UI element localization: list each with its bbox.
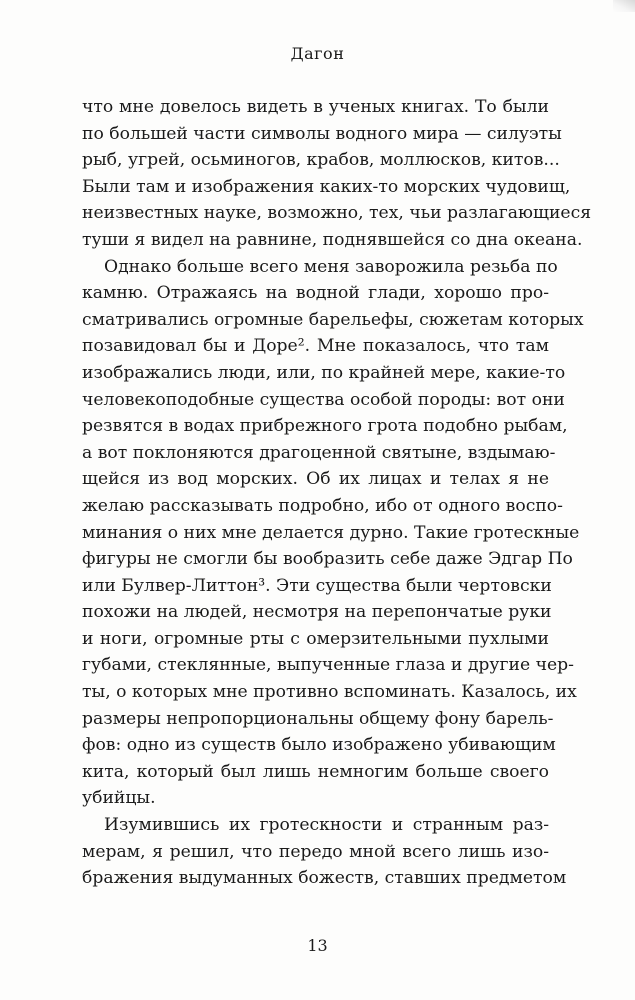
scan-corner-shadow xyxy=(613,0,635,12)
text-line: Однако больше всего меня заворожила резьба по xyxy=(104,256,558,277)
text-line: изображались люди, или, по крайней мере, какие-то xyxy=(82,362,566,383)
text-line: а вот поклоняются драгоценной святыне, вздымаю- xyxy=(82,442,556,463)
text-line: ты, о которых мне противно вспоминать. Казалось, их xyxy=(82,682,577,703)
text-line: Изумившись их гротескности и странным раз- xyxy=(104,815,549,836)
running-head: Дагон xyxy=(290,44,345,63)
text-line: и ноги, огромные рты с омерзительными пухлыми xyxy=(82,628,549,649)
text-line: похожи на людей, несмотря на перепончатые руки xyxy=(82,602,552,623)
text-line: камню. Отражаясь на водной глади, хорошо про- xyxy=(82,283,549,304)
text-line: губами, стеклянные, выпученные глаза и другие чер- xyxy=(82,655,574,676)
text-line: кита, который был лишь немногим больше своего xyxy=(82,761,549,782)
text-line: бражения выдуманных божеств, ставших предметом xyxy=(82,868,567,889)
text-line: рыб, угрей, осьминогов, крабов, моллюсков, китов... xyxy=(82,150,560,171)
text-line: минания о них мне делается дурно. Такие гротескные xyxy=(82,522,580,543)
page-number: 13 xyxy=(307,936,328,955)
paragraph xyxy=(82,812,567,892)
text-line: что мне довелось видеть в ученых книгах. То были xyxy=(82,97,549,117)
text-line: сматривались огромные барельефы, сюжетам которых xyxy=(82,309,584,330)
text-line: резвятся в водах прибрежного грота подобно рыбам, xyxy=(82,416,568,437)
text-line: неизвестных науке, возможно, тех, чьи разлагающиеся xyxy=(82,203,592,224)
text-line: мерам, я решил, что передо мной всего лишь изо- xyxy=(82,841,549,862)
text-line: размеры непропорциональны общему фону барель- xyxy=(82,708,554,729)
text-line: человекоподобные существа особой породы: вот они xyxy=(82,389,565,410)
text-line: или Булвер-Литтон³. Эти существа были чертовски xyxy=(82,575,552,596)
text-line: фов: одно из существ было изображено убивающим xyxy=(82,735,556,756)
text-line: убийцы. xyxy=(82,788,156,809)
text-line: туши я видел на равнине, поднявшейся со дна океана. xyxy=(82,229,583,250)
paragraph xyxy=(82,94,592,254)
text-line: позавидовал бы и Доре². Мне показалось, что там xyxy=(82,336,549,357)
text-line: желаю рассказывать подробно, ибо от одного воспо- xyxy=(82,495,563,516)
paragraph xyxy=(82,254,584,812)
text-line: щейся из вод морских. Об их лицах и телах я не xyxy=(82,469,549,490)
text-line: фигуры не смогли бы вообразить себе даже Эдгар По xyxy=(82,549,573,570)
text-line: по большей части символы водного мира — силуэты xyxy=(82,123,562,144)
text-line: Были там и изображения каких-то морских чудовищ, xyxy=(82,176,571,197)
body-text xyxy=(82,94,592,892)
